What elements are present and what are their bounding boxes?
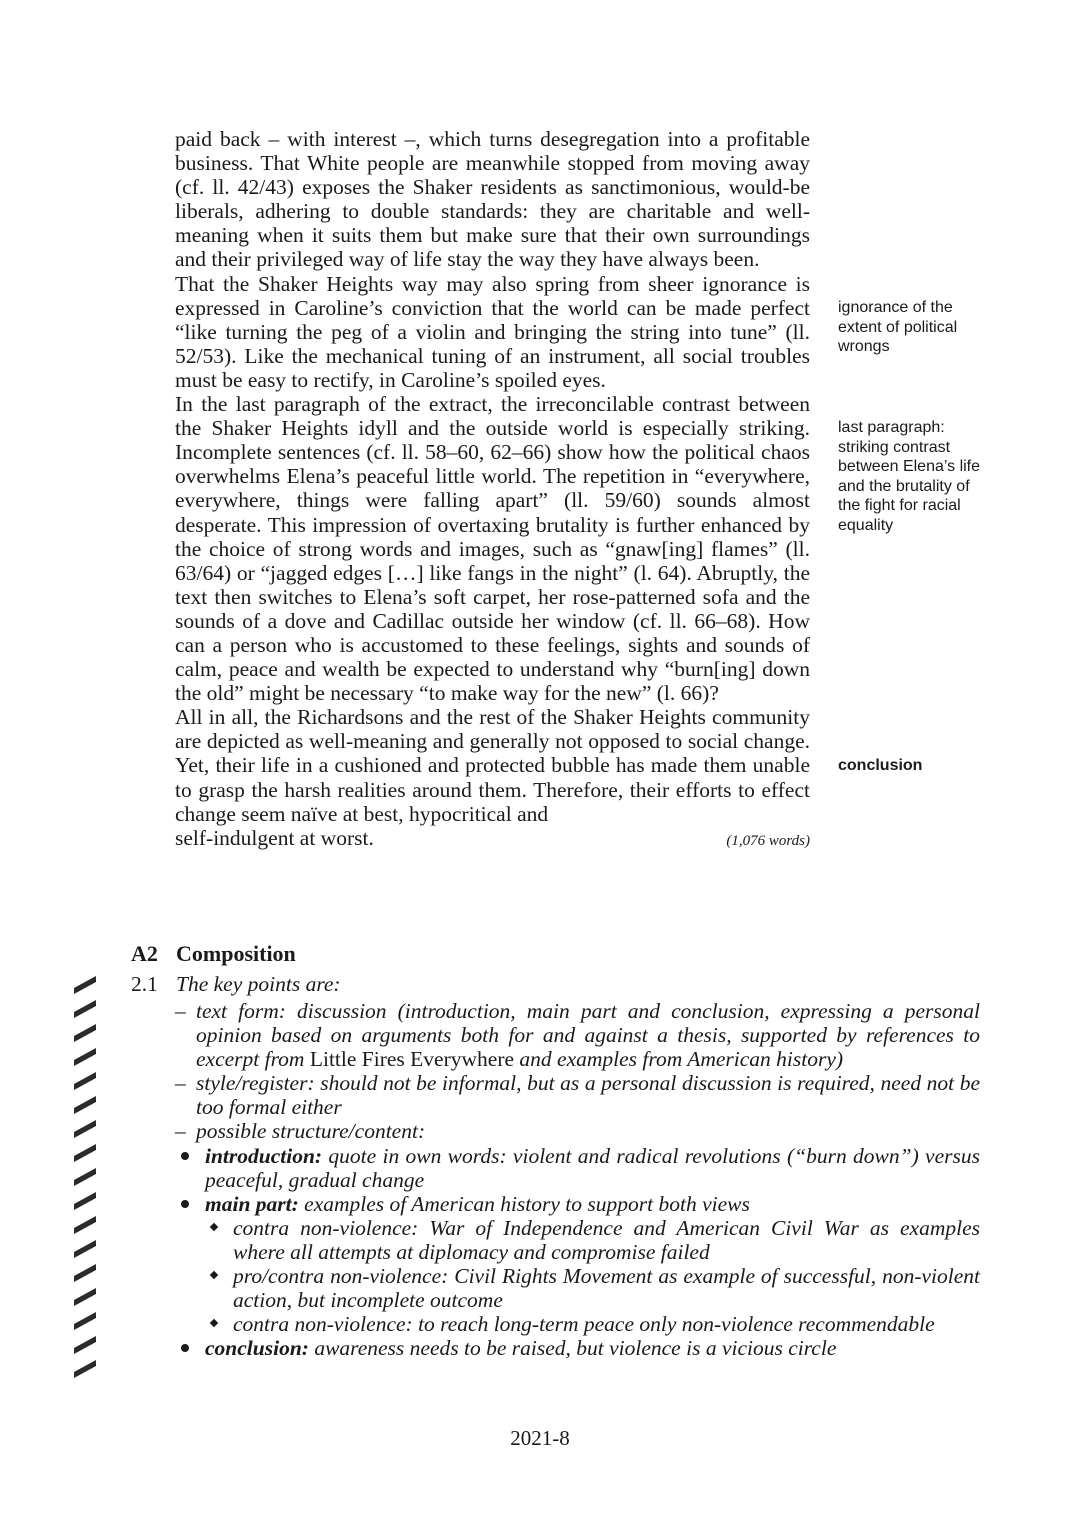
- dash-marker: –: [175, 999, 186, 1023]
- final-line-text: self-indulgent at worst.: [175, 825, 374, 850]
- paragraph-desegregation: paid back – with interest –, which turns desegregation into a profitable business. That White people are meanwhile stopped from moving away (cf. ll. 42/43) exposes the Shaker residents as sanctimonious, would-be liberals, adhering to double standards: they are charitable and well-meaning when it suits them but make sure that their own surroundings and their privileged way of life stay the way they have always been.: [175, 127, 810, 272]
- paragraph-ignorance: That the Shaker Heights way may also spring from sheer ignorance is expressed in Caroline’s conviction that the world can be made perfect “like turning the peg of a violin and bringing the string into tune” (ll. 52/53). Like the mechanical tuning of an instrument, all social troubles must be easy to rectify, in Caroline’s spoiled eyes.: [175, 271, 810, 392]
- diamond-bullet-icon: [210, 1319, 218, 1327]
- sub-bullet: contra non-violence: to reach long-term peace only non-violence recommendable: [205, 1312, 980, 1336]
- dash-marker: –: [175, 1071, 186, 1096]
- subsection-intro: The key points are:: [176, 972, 341, 996]
- section-title: Composition: [176, 941, 296, 966]
- margin-note-last-paragraph: last paragraph: striking contrast between Elena’s life and the brutality of the fight for racial equality: [838, 419, 981, 534]
- final-line: [175, 826, 810, 853]
- section-heading: [131, 941, 296, 967]
- bullet-dot-icon: [181, 1152, 189, 1160]
- bullet-conclusion: conclusion: awareness needs to be raised, but violence is a vicious circle: [175, 1336, 980, 1360]
- page-number: 2021-8: [510, 1426, 570, 1450]
- sub-bullet: pro/contra non-violence: Civil Rights Movement as example of successful, non-violent action, but incomplete outcome: [205, 1264, 980, 1312]
- diamond-bullet-icon: [210, 1271, 218, 1279]
- paragraph-last-paragraph: In the last paragraph of the extract, the irreconcilable contrast between the Shaker Heights idyll and the outside world is especially striking. Incomplete sentences (cf. ll. 58–60, 62–66) show how the political chaos overwhelms Elena’s peaceful little world. The repetition in “everywhere, everywhere, things were falling apart” (ll. 59/60) sounds almost desperate. This impression of overtaxing brutality is further enhanced by the choice of strong words and images, such as “gnaw[ing] flames” (ll. 63/64) or “jagged edges […] like fangs in the night” (l. 64). Abruptly, the text then switches to Elena’s soft carpet, her rose-patterned sofa and the sounds of a dove and Cadillac outside her window (cf. ll. 66–68). How can a person who is accustomed to these feelings, sights and sounds of calm, peace and wealth be expected to understand why “burn[ing] down the old” might be necessary “to make way for the new” (l. 66)?: [175, 392, 810, 706]
- bullet-main-part: main part: examples of American history to support both views contra non-violence: War of Independence and American Civil War as examples where all attempts at diplomacy and compromise failed pro/contra non-violence: Civil Rights Movement as example of successful, non-violent action, but incomplete outcome contra non-violence: to reach long-term peace only non-violence recommendable: [175, 1192, 980, 1337]
- margin-hatch-marks: [70, 976, 100, 1386]
- margin-note-conclusion: conclusion: [838, 757, 923, 774]
- subsection-number: 2.1: [131, 972, 158, 996]
- margin-note-ignorance: ignorance of the extent of political wrongs: [838, 299, 958, 355]
- diamond-bullet-icon: [210, 1223, 218, 1231]
- sub-bullet: contra non-violence: War of Independence and American Civil War as examples where all attempts at diplomacy and compromise failed: [205, 1216, 980, 1264]
- word-count: (1,076 words): [726, 832, 810, 849]
- bullet-dot-icon: [181, 1344, 189, 1352]
- bullet-introduction: introduction: quote in own words: violent and radical revolutions (“burn down”) versus peaceful, gradual change: [175, 1144, 980, 1192]
- subsection-heading: [131, 972, 341, 996]
- key-point-style-register: – style/register: should not be informal, but as a personal discussion is required, need not be too formal either: [175, 1071, 980, 1120]
- book-title: Little Fires Everywhere: [309, 1047, 515, 1072]
- key-point-structure: – possible structure/content:: [175, 1119, 426, 1144]
- paragraph-conclusion: All in all, the Richardsons and the rest of the Shaker Heights community are depicted as well-meaning and generally not opposed to social change. Yet, their life in a cushioned and protected bubble has made them unable to grasp the harsh realities around them. Therefore, their efforts to effect change seem naïve at best, hypocritical and: [175, 705, 810, 826]
- dash-marker: –: [175, 1119, 186, 1144]
- analysis-text: [175, 127, 810, 853]
- section-number: A2: [131, 941, 158, 966]
- key-point-text-form: – text form: discussion (introduction, main part and conclusion, expressing a personal opinion based on arguments both for and against a thesis, supported by references to excerpt from Little Fires Everywhere and examples from American history): [175, 999, 980, 1072]
- bullet-dot-icon: [181, 1200, 189, 1208]
- structure-bullets: [175, 1144, 980, 1361]
- key-points-list: [175, 999, 980, 1360]
